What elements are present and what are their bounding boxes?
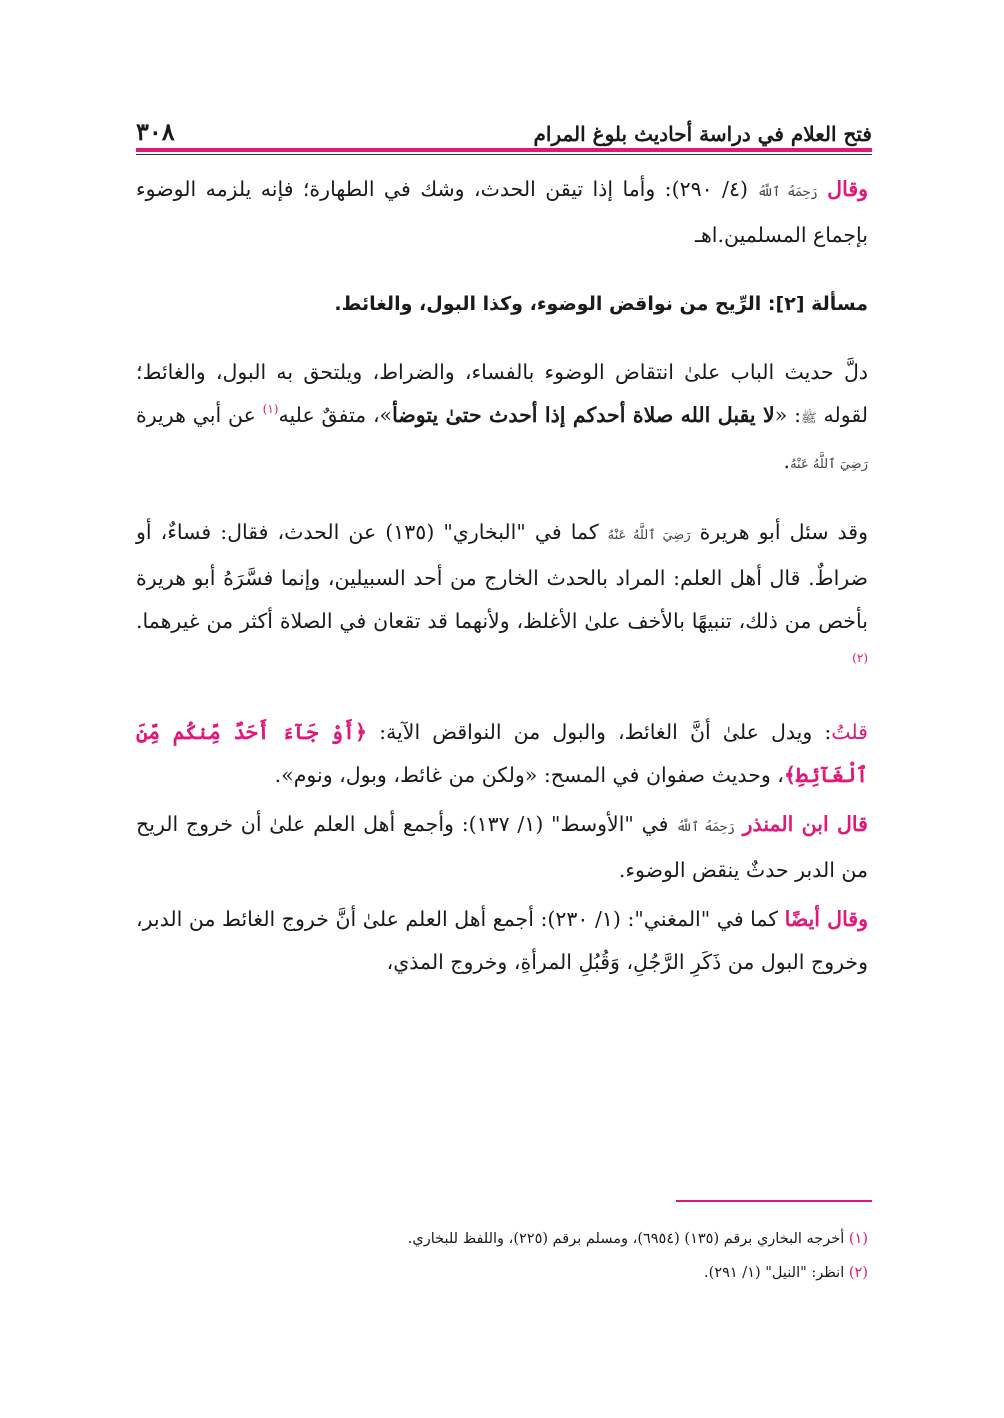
footnote-text: انظر: "النيل" (١/ ٢٩١). — [704, 1265, 849, 1281]
footnote-2 — [136, 1256, 868, 1290]
text: وقد سئل أبو هريرة — [699, 520, 868, 544]
text: ، وحديث صفوان في المسح: «ولكن من غائط، وبول، ونوم». — [274, 763, 784, 787]
lead-qal-aydan: وقال أيضًا — [784, 907, 869, 931]
paragraph-4 — [136, 511, 868, 686]
text: (٤/ ٢٩٠): وأما إذا تيقن الحدث، وشك في الطهارة؛ فإنه يلزمه الوضوء بإجماع المسلمين.اهـ — [136, 177, 868, 247]
text: كما في "البخاري" (١٣٥) عن الحدث، فقال: فساءٌ، أو ضراطٌ. قال أهل العلم: المراد بالحدث الخارج من أحد السبيلين، وإنما فسَّرَهُ أبو هريرة بأخص من ذلك، تنبيهًا بالأخف علىٰ الأغلظ، ولأنهما قد تقعان في الصلاة أكثر من غيرهما. — [136, 520, 868, 633]
footnote-text: أخرجه البخاري برقم (١٣٥) (٦٩٥٤)، ومسلم برقم (٢٢٥)، واللفظ للبخاري. — [407, 1231, 849, 1247]
lead-qal: وقال — [827, 177, 869, 201]
text: : ويدل علىٰ أنَّ الغائط، والبول من النواقض الآية: — [367, 720, 832, 744]
page-number: ٣٠٨ — [136, 117, 175, 146]
running-title: فتح العلام في دراسة أحاديث بلوغ المرام — [533, 122, 872, 146]
footnote-ref-1[interactable]: (١) — [262, 402, 279, 416]
text: . — [783, 449, 791, 473]
hadith-text: لا يقبل الله صلاة أحدكم إذا أحدث حتىٰ يتوضأ — [392, 403, 775, 427]
honorific: رَحِمَهُ ٱللَّهُ — [676, 820, 735, 835]
main-text — [136, 168, 868, 984]
footnotes — [136, 1222, 868, 1290]
issue-heading — [136, 282, 868, 326]
paragraph-7 — [136, 898, 868, 984]
issue-title: الرِّيح من نواقض الوضوء، وكذا البول، والغائط. — [334, 293, 768, 315]
paragraph-6 — [136, 803, 868, 892]
paragraph-3 — [136, 351, 868, 486]
paragraph-1 — [136, 168, 868, 257]
page-header — [136, 112, 872, 146]
issue-label: مسألة [٢]: — [767, 293, 868, 315]
footnote-ref-2[interactable]: (٢) — [852, 651, 868, 665]
footnote-number: (١) — [848, 1231, 868, 1247]
footnote-1 — [136, 1222, 868, 1256]
paragraph-5 — [136, 711, 868, 797]
footnote-number: (٢) — [848, 1265, 868, 1281]
honorific: رَضِيَ ٱللَّهُ عَنْهُ — [790, 457, 868, 472]
text: »، متفقٌ عليه — [278, 403, 393, 427]
text: : « — [774, 403, 801, 427]
footnote-separator — [676, 1200, 872, 1202]
text: في "الأوسط" (١/ ١٣٧): وأجمع أهل العلم علىٰ أن خروج الريح من الدبر حدثٌ ينقض الوضوء. — [136, 812, 868, 882]
quran-verse: ﴿أَوْ جَآءَ أَحَدٌ مِّنكُم مِّنَ ٱلْغَآئِطِ﴾ — [136, 720, 868, 787]
header-rule-pink — [136, 148, 872, 152]
header-rule-thin — [136, 154, 872, 155]
salawat-symbol: ﷺ — [801, 411, 817, 426]
honorific: رَضِيَ ٱللَّهُ عَنْهُ — [607, 528, 691, 543]
lead-ibn-almundhir: قال ابن المنذر — [742, 812, 868, 836]
text: دلَّ حديث الباب علىٰ انتقاض الوضوء بالفساء، والضراط، ويلتحق به البول، والغائط؛ لقوله — [136, 360, 868, 427]
text: كما في "المغني": (١/ ٢٣٠): أجمع أهل العلم علىٰ أنَّ خروج الغائط من الدبر، وخروج البول من ذَكَرِ الرَّجُلِ، وَقُبُلِ المرأةِ، وخروج المذي، — [136, 907, 868, 974]
lead-qultu: قلتُ — [831, 720, 868, 744]
text: عن أبي هريرة — [136, 403, 263, 427]
honorific: رَحِمَهُ ٱللَّهُ — [757, 185, 818, 200]
